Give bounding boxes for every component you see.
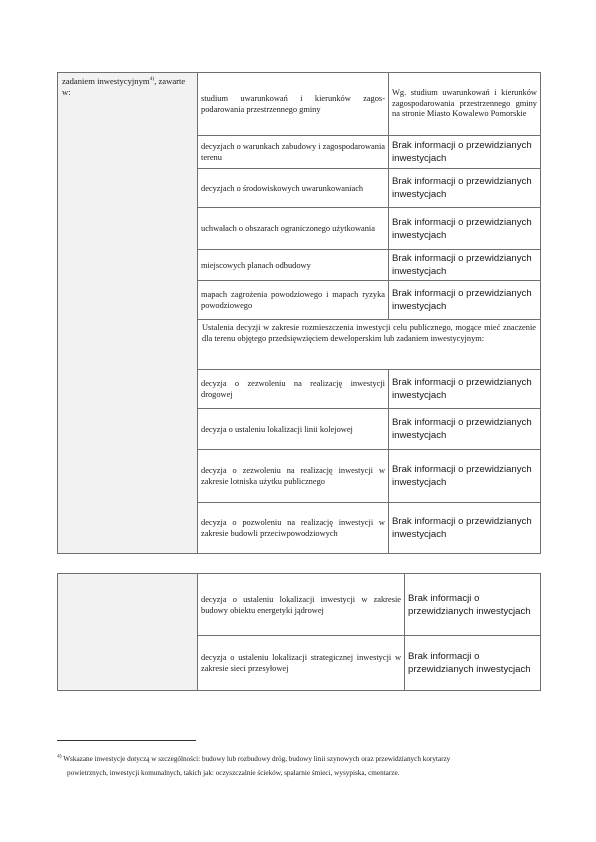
footnote-marker: 4) xyxy=(57,753,62,760)
row-label: uchwałach o obszarach ograniczonego użytkowania xyxy=(198,208,389,250)
row-value: Brak informacji o przewidzianych inwestycjach xyxy=(389,450,541,503)
row-value: Brak informacji o przewidzianych inwestycjach xyxy=(389,208,541,250)
row-label: mapach zagrożenia powodziowego i mapach ryzyka powodziowego xyxy=(198,281,389,320)
footnote-text-continued: powietrznych, inwestycji komunalnych, takich jak: oczyszczalnie ścieków, spalarnie śmieci, wysypiska, cmentarze. xyxy=(67,769,400,777)
row-label: decyzjach o środowiskowych uwarunkowaniach xyxy=(198,169,389,208)
investment-label: zadaniem inwestycyjnym$^{4)}$, zawarte w: xyxy=(62,76,186,97)
row-label: decyzjach o warunkach zabudowy i zagospodarowania terenu xyxy=(198,136,389,169)
row-label: decyzja o zezwoleniu na realizację inwestycji drogowej xyxy=(198,370,389,409)
investment-label-cell xyxy=(58,574,198,691)
row-label: decyzja o zezwoleniu na realizację inwestycji w zakresie lotniska użytku publicznego xyxy=(198,450,389,503)
row-value: Brak informacji o przewidzianych inwestycjach xyxy=(389,250,541,281)
row-value: Brak informacji o przewidzianych inwestycjach xyxy=(389,503,541,554)
row-label: decyzja o ustaleniu lokalizacji inwestycji w zakresie budowy obiektu energetyki jądrowej xyxy=(198,574,405,636)
footnote-separator xyxy=(57,740,196,741)
footnote xyxy=(57,752,540,780)
row-value: Brak informacji o przewidzianych inwestycjach xyxy=(389,281,541,320)
row-label: miejscowych planach odbudowy xyxy=(198,250,389,281)
row-label: decyzja o ustaleniu lokalizacji strategicznej inwestycji w zakresie sieci przesyłowej xyxy=(198,636,405,691)
row-value: Brak informacji o przewidzianych inwestycjach xyxy=(389,409,541,450)
row-label: studium uwarunkowań i kierunków zagos-podarowania przestrzennego gminy xyxy=(198,73,389,136)
row-value: Brak informacji o przewidzianych inwestycjach xyxy=(389,370,541,409)
investments-table-continued xyxy=(57,573,541,691)
row-value: Brak informacji o przewidzianych inwestycjach xyxy=(389,136,541,169)
row-label: decyzja o ustaleniu lokalizacji linii kolejowej xyxy=(198,409,389,450)
footnote-text: Wskazane inwestycje dotyczą w szczególności: budowy lub rozbudowy dróg, budowy linii szynowych oraz przewidzianych korytarzy xyxy=(63,755,451,763)
row-value: Brak informacji o przewidzianych inwestycjach xyxy=(389,169,541,208)
investment-label-cell xyxy=(58,73,198,554)
row-label: decyzja o pozwoleniu na realizację inwestycji w zakresie budowli przeciwpowodziowych xyxy=(198,503,389,554)
row-value: Wg. studium uwarunkowań i kierunków zagospodarowania przestrzennego gminy na stronie Miasto Kowalewo Pomorskie xyxy=(389,73,541,136)
section-header: Ustalenia decyzji w zakresie rozmieszczenia inwestycji celu publicznego, mogące mieć znaczenie dla terenu objętego przedsięwzięciem deweloperskim lub zadaniem inwestycyjnym: xyxy=(198,320,541,370)
row-value: Brak informacji o przewidzianych inwestycjach xyxy=(405,636,541,691)
investments-table xyxy=(57,72,541,554)
row-value: Brak informacji o przewidzianych inwestycjach xyxy=(405,574,541,636)
